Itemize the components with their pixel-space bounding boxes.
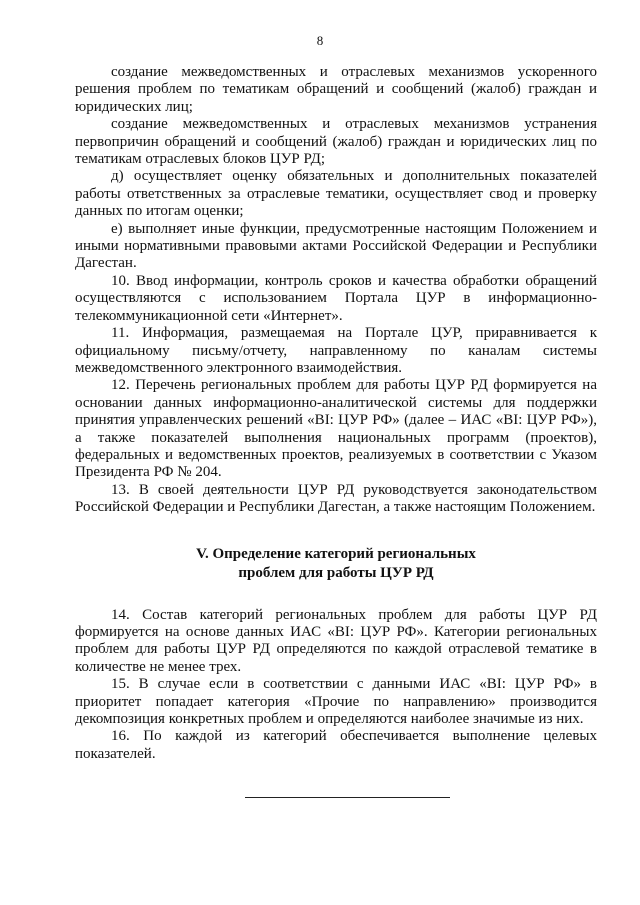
document-body [75,64,597,763]
paragraph: 14. Состав категорий региональных проблем для работы ЦУР РД формируется на основе данных ИАС «BI: ЦУР РФ». Категории региональных проблем для работы ЦУР РД определяются по каждой отраслевой тематике в количестве не менее трех. [75,606,597,675]
paragraph: 11. Информация, размещаемая на Портале ЦУР, приравнивается к официальному письму/отчету, направленному по каналам системы межведомственного электронного взаимодействия. [75,325,597,376]
paragraph: 16. По каждой из категорий обеспечивается выполнение целевых показателей. [75,728,597,762]
page-number: 8 [316,33,324,48]
paragraph: создание межведомственных и отраслевых механизмов ускоренного решения проблем по тематикам обращений и сообщений (жалоб) граждан и юридических лиц; [75,64,597,115]
closing-rule [245,797,450,798]
paragraph: е) выполняет иные функции, предусмотренные настоящим Положением и иными нормативными правовыми актами Российской Федерации и Республики Дагестан. [75,220,597,272]
paragraph: д) осуществляет оценку обязательных и дополнительных показателей работы ответственных за отраслевые тематики, осуществляет свод и проверку данных по итогам оценки; [75,168,597,220]
paragraph: 15. В случае если в соответствии с данными ИАС «BI: ЦУР РФ» в приоритет попадает категория «Прочие по направлению» производится декомпозиция конкретных проблем и определяются наиболее значимые из них. [75,676,597,727]
section-heading [75,545,597,583]
paragraph: создание межведомственных и отраслевых механизмов устранения первопричин обращений и сообщений (жалоб) граждан и юридических лиц по тематикам отраслевых блоков ЦУР РД; [75,116,597,168]
paragraph: 10. Ввод информации, контроль сроков и качества обработки обращений осуществляются с использованием Портала ЦУР в информационно-телекоммуникационной сети «Интернет». [75,272,597,324]
section-heading-line-1: V. Определение категорий региональных [196,545,476,562]
paragraph: 13. В своей деятельности ЦУР РД руководствуется законодательством Российской Федерации и Республики Дагестан, а также настоящим Положением. [75,481,597,516]
paragraph: 12. Перечень региональных проблем для работы ЦУР РД формируется на основании данных информационно-аналитической системы для поддержки принятия управленческих решений «BI: ЦУР РФ» (далее – ИАС «BI: ЦУР РФ»), а также показателей выполнения национальных программ (проектов), федеральных и ведомственных проектов, реализуемых в соответствии с Указом Президента РФ № 204. [75,377,597,481]
section-heading-line-2: проблем для работы ЦУР РД [238,564,434,581]
